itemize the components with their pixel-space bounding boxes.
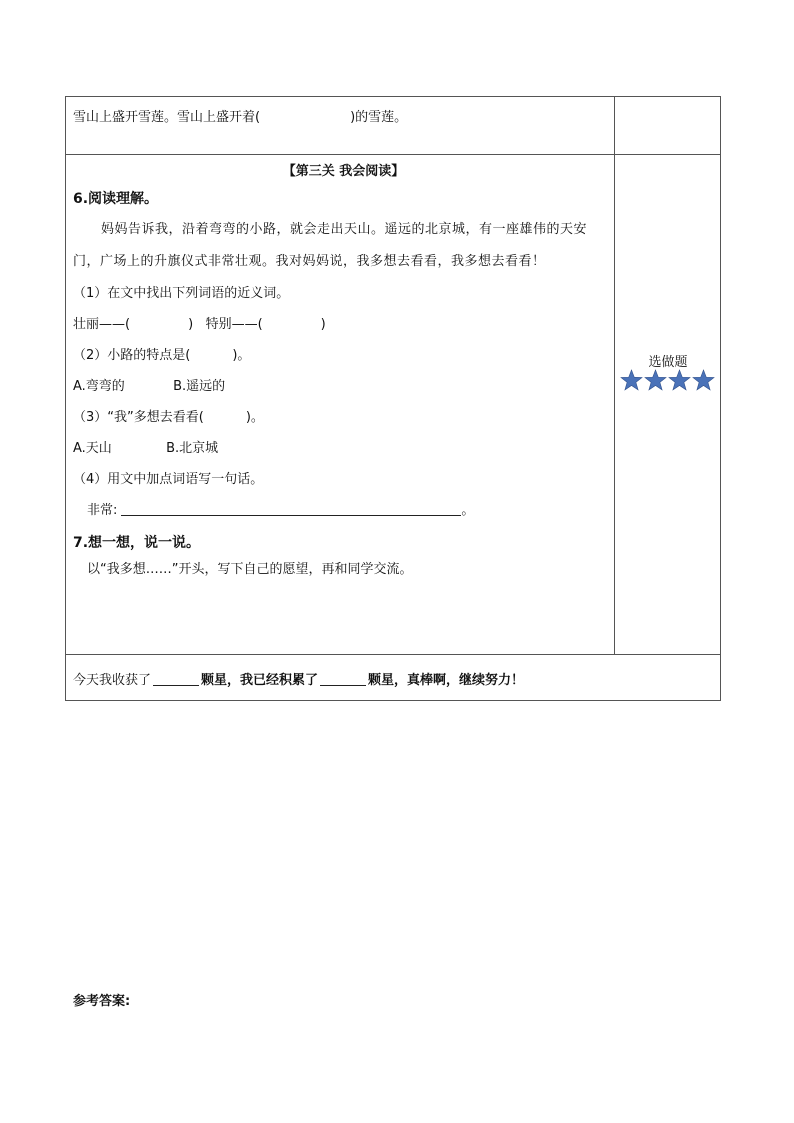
sentence-b-prefix: 雪山上盛开着(	[177, 110, 261, 125]
sentence-a: 雪山上盛开雪莲。	[73, 110, 178, 125]
star-rating	[620, 369, 716, 395]
summary-part1: 今天我收获了	[73, 673, 152, 688]
summary-part2: 颗星，我已经积累了	[201, 673, 319, 688]
reading-section-cell	[66, 155, 615, 655]
paren-close: )	[320, 317, 326, 332]
word-feichang: 非常:	[87, 503, 118, 518]
sub-question-2	[73, 340, 614, 371]
option-b[interactable]: B.北京城	[166, 441, 219, 456]
question-6-title: 6.阅读理解。	[73, 191, 159, 207]
question-7-title: 7.想一想，说一说。	[73, 535, 201, 551]
sub-question-1	[73, 278, 614, 309]
star-icon	[668, 369, 691, 392]
word-tebie: 特别——(	[205, 317, 263, 332]
table-row	[66, 97, 721, 155]
table-row	[66, 155, 721, 655]
paren-close: )。	[245, 410, 264, 425]
paren-close: )	[188, 317, 194, 332]
sub-question-3-text: （3）“我”多想去看看(	[73, 410, 204, 425]
section-title: 【第三关 我会阅读】	[282, 164, 405, 179]
summary-text	[66, 655, 720, 688]
optional-label: 选做题	[648, 355, 688, 370]
star-icon	[620, 369, 643, 392]
sub-question-4-answer	[73, 495, 614, 526]
summary-cell	[66, 655, 721, 701]
reading-passage: 妈妈告诉我，沿着弯弯的小路，就会走出天山。遥远的北京城，有一座雄伟的天安门，广场上的升旗仪式非常壮观。我对妈妈说，我多想去看看，我多想去看看！	[73, 222, 588, 269]
option-a[interactable]: A.弯弯的	[73, 379, 125, 394]
word-zhuangli: 壮丽——(	[73, 317, 131, 332]
answer-line[interactable]	[121, 501, 461, 516]
sub-question-3-options	[73, 433, 614, 464]
summary-part3: 颗星，真棒啊，继续努力！	[368, 673, 525, 688]
star-count-blank[interactable]	[153, 671, 199, 686]
row1-side-cell	[615, 97, 721, 155]
optional-cell	[615, 155, 721, 655]
fill-sentence	[66, 97, 614, 125]
period: 。	[461, 503, 475, 518]
option-a[interactable]: A.天山	[73, 441, 112, 456]
sub-question-1-text: （1）在文中找出下列词语的近义词。	[73, 286, 290, 301]
sub-question-2-options	[73, 371, 614, 402]
sub-question-4-text: （4）用文中加点词语写一句话。	[73, 472, 264, 487]
option-b[interactable]: B.遥远的	[173, 379, 226, 394]
star-icon	[692, 369, 715, 392]
star-icon	[644, 369, 667, 392]
sub-question-3	[73, 402, 614, 433]
row1-main-cell	[66, 97, 615, 155]
answers-label: 参考答案:	[73, 994, 131, 1009]
sub-question-4	[73, 464, 614, 495]
sub-question-2-text: （2）小路的特点是(	[73, 348, 191, 363]
sentence-b-suffix: )的雪莲。	[350, 110, 408, 125]
sub-question-1-blanks	[73, 309, 614, 340]
paren-close: )。	[232, 348, 251, 363]
worksheet-table	[65, 96, 721, 701]
table-row	[66, 655, 721, 701]
question-7-text: 以“我多想……”开头，写下自己的愿望，再和同学交流。	[87, 562, 413, 577]
star-total-blank[interactable]	[320, 671, 366, 686]
